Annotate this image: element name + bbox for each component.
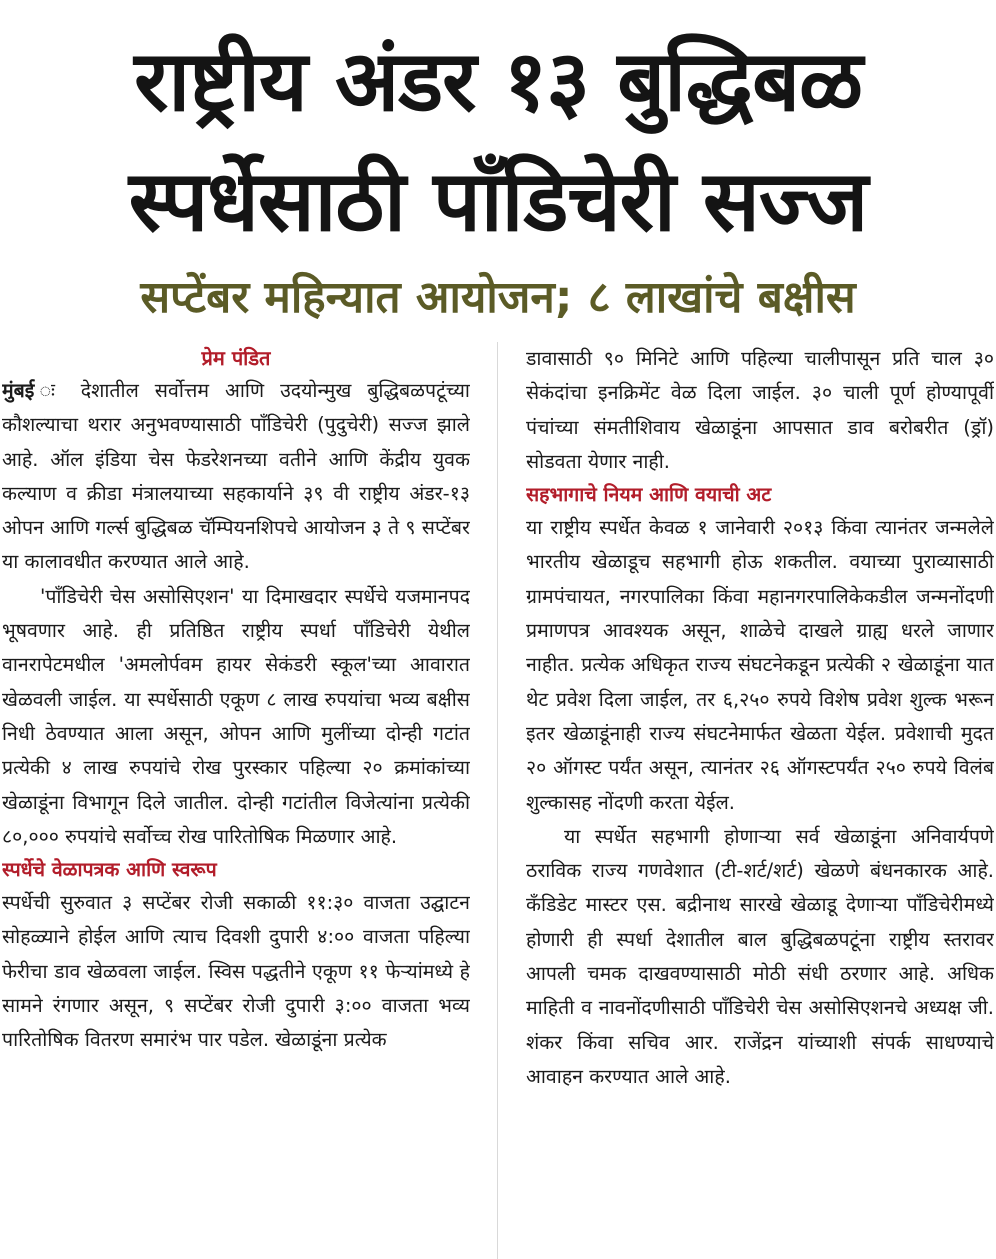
- section-heading-rules: सहभागाचे नियम आणि वयाची अट: [526, 483, 772, 507]
- dateline: मुंबई: [2, 379, 35, 402]
- column-divider: [497, 342, 498, 1259]
- byline: प्रेम पंडित: [201, 346, 271, 370]
- article-paragraph-1: [2, 374, 470, 580]
- headline-line-2: स्पर्धेसाठी पॉंडिचेरी सज्ज: [128, 152, 868, 250]
- article-paragraph-6: या स्पर्धेत सहभागी होणाऱ्या सर्व खेळाडूंना अनिवार्यपणे ठराविक राज्य गणवेशात (टी-शर्ट/शर्ट) खेळणे बंधनकारक आहे. कॅंडिडेट मास्टर एस. बद्रीनाथ सारखे खेळाडू देणाऱ्या पॉंडिचेरीमध्ये होणारी ही स्पर्धा देशातील बाल बुद्धिबळपटूंना राष्ट्रीय स्तरावर आपली चमक दाखवण्यासाठी मोठी संधी ठरणार आहे. अधिक माहिती व नावनोंदणीसाठी पॉंडिचेरी चेस असोसिएशनचे अध्यक्ष जी. शंकर किंवा सचिव आर. राजेंद्रन यांच्याशी संपर्क साधण्याचे आवाहन करण्यात आले आहे.: [526, 824, 994, 1088]
- section-heading-schedule: स्पर्धेचे वेळापत्रक आणि स्वरूप: [2, 858, 217, 882]
- article-column-right: [526, 342, 994, 1259]
- article-paragraph-3: स्पर्धेची सुरुवात ३ सप्टेंबर रोजी सकाळी ११:३० वाजता उद्घाटन सोहळ्याने होईल आणि त्याच दिवशी दुपारी ४:०० वाजता पहिल्या फेरीचा डाव खेळवला जाईल. स्विस पद्धतीने एकूण ११ फेऱ्यांमध्ये हे सामने रंगणार असून, ९ सप्टेंबर रोजी दुपारी ३:०० वाजता भव्य पारितोषिक वितरण समारंभ पार पडेल. खेळाडूंना प्रत्येक: [2, 891, 470, 1052]
- paragraph-1-text: ः देशातील सर्वोत्तम आणि उदयोन्मुख बुद्धिबळपटूंच्या कौशल्याचा थरार अनुभवण्यासाठी पॉंडिचेरी (पुदुचेरी) सज्ज झाले आहे. ऑल इंडिया चेस फेडरेशनच्या वतीने आणि केंद्रीय युवक कल्याण व क्रीडा मंत्रालयाच्या सहकार्याने ३९ वी राष्ट्रीय अंडर-१३ ओपन आणि गर्ल्स बुद्धिबळ चॅम्पियनशिपचे आयोजन ३ ते ९ सप्टेंबर या कालावधीत करण्यात आले आहे.: [2, 379, 470, 574]
- subheadline: सप्टेंबर महिन्यात आयोजन; ८ लाखांचे बक्षीस: [140, 272, 856, 323]
- article-paragraph-5: या राष्ट्रीय स्पर्धेत केवळ १ जानेवारी २०१३ किंवा त्यानंतर जन्मलेले भारतीय खेळाडूच सहभागी होऊ शकतील. वयाच्या पुराव्यासाठी ग्रामपंचायत, नगरपालिका किंवा महानगरपालिकेकडील जन्मनोंदणी प्रमाणपत्र आवश्यक असून, शाळेचे दाखले ग्राह्य धरले जाणार नाहीत. प्रत्येक अधिकृत राज्य संघटनेकडून प्रत्येकी २ खेळाडूंना यात थेट प्रवेश दिला जाईल, तर ६,२५० रुपये विशेष प्रवेश शुल्क भरून इतर खेळाडूंनाही राज्य संघटनेमार्फत खेळता येईल. प्रवेशाची मुदत २० ऑगस्ट पर्यंत असून, त्यानंतर २६ ऑगस्टपर्यंत २५० रुपये विलंब शुल्कासह नोंदणी करता येईल.: [526, 516, 994, 814]
- article-paragraph-4: डावासाठी ९० मिनिटे आणि पहिल्या चालीपासून प्रति चाल ३० सेकंदांचा इनक्रिमेंट वेळ दिला जाईल. ३० चाली पूर्ण होण्यापूर्वी पंचांच्या संमतीशिवाय खेळाडूंना आपसात डाव बरोबरीत (ड्रॉ) सोडवता येणार नाही.: [526, 347, 994, 473]
- article-column-left: [2, 342, 470, 1259]
- headline-line-1: राष्ट्रीय अंडर १३ बुद्धिबळ: [134, 32, 862, 130]
- article-paragraph-2: 'पॉंडिचेरी चेस असोसिएशन' या दिमाखदार स्पर्धेचे यजमानपद भूषवणार आहे. ही प्रतिष्ठित राष्ट्रीय स्पर्धा पॉंडिचेरी येथील वानरापेटमधील 'अमलोर्पवम हायर सेकंडरी स्कूल'च्या आवारात खेळवली जाईल. या स्पर्धेसाठी एकूण ८ लाख रुपयांचा भव्य बक्षीस निधी ठेवण्यात आला असून, ओपन आणि मुलींच्या दोन्ही गटांत प्रत्येकी ४ लाख रुपयांचे रोख पुरस्कार पहिल्या २० क्रमांकांच्या खेळाडूंना विभागून दिले जातील. दोन्ही गटांतील विजेत्यांना प्रत्येकी ८०,००० रुपयांचे सर्वोच्च रोख पारितोषिक मिळणार आहे.: [2, 584, 470, 848]
